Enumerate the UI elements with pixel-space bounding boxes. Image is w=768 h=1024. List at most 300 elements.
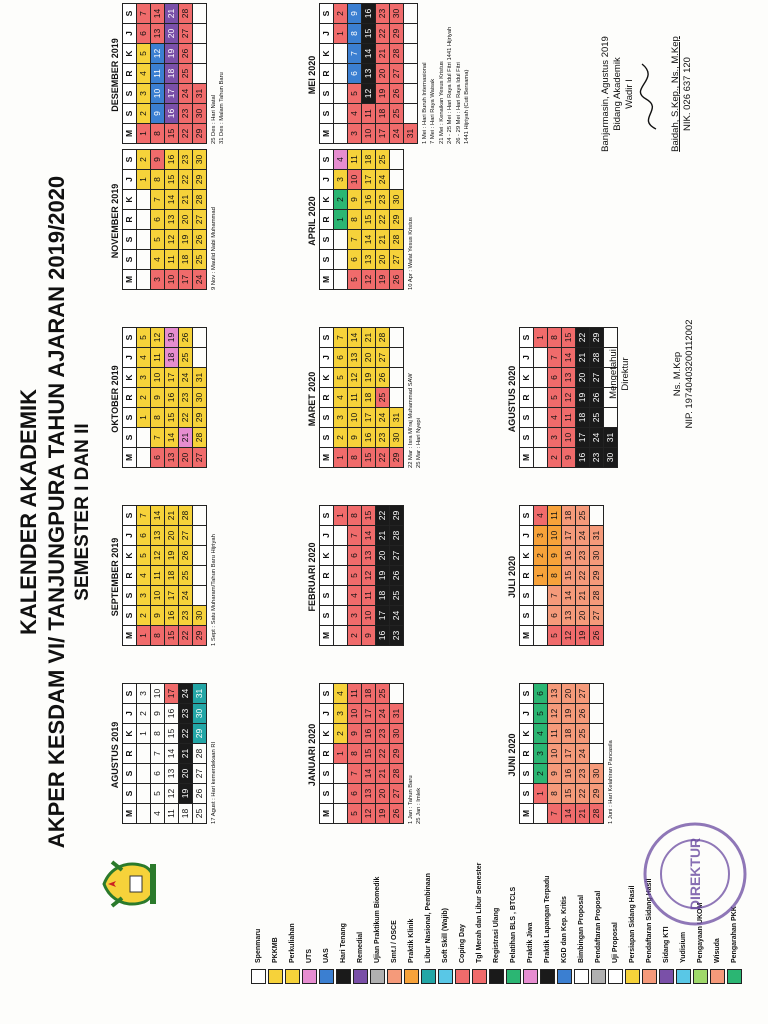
day-cell: 8	[151, 124, 165, 144]
day-cell: 15	[562, 784, 576, 804]
day-cell	[334, 586, 348, 606]
day-cell: 17	[376, 606, 390, 626]
weekday-header: S	[320, 764, 334, 784]
day-cell: 3	[534, 744, 548, 764]
day-cell: 26	[390, 270, 404, 290]
month-name: APRIL 2020	[307, 196, 317, 246]
day-cell: 14	[165, 744, 179, 764]
weekday-header: J	[320, 348, 334, 368]
day-cell: 2	[137, 104, 151, 124]
day-cell: 2	[548, 448, 562, 468]
month-8	[305, 152, 415, 290]
month-12	[505, 330, 618, 468]
day-cell	[334, 230, 348, 250]
weekday-header: J	[123, 526, 137, 546]
day-cell: 27	[390, 546, 404, 566]
day-cell: 20	[576, 606, 590, 626]
day-cell: 3	[334, 704, 348, 724]
weekday-header: R	[520, 744, 534, 764]
day-cell: 4	[334, 684, 348, 704]
month-6	[305, 508, 404, 646]
day-cell	[390, 684, 404, 704]
weekday-header: S	[123, 150, 137, 170]
day-cell: 17	[165, 84, 179, 104]
holiday-note: 9 Nov : Maulid Nabi Muhammad	[211, 207, 217, 290]
day-cell: 20	[562, 684, 576, 704]
day-cell: 4	[151, 250, 165, 270]
day-cell: 31	[390, 704, 404, 724]
legend-swatch	[404, 969, 419, 984]
day-cell: 24	[179, 586, 193, 606]
sign-right-line3: Wadir I	[624, 79, 635, 109]
day-cell: 12	[548, 704, 562, 724]
day-cell: 23	[376, 4, 390, 24]
legend-item	[318, 804, 335, 984]
month-notes	[407, 152, 415, 290]
legend-label: Uji Proposal	[612, 922, 619, 963]
day-cell: 5	[334, 368, 348, 388]
weekday-header: R	[123, 388, 137, 408]
weekday-header: K	[320, 546, 334, 566]
day-cell: 5	[151, 230, 165, 250]
month-name: MARET 2020	[307, 371, 317, 427]
day-cell: 29	[390, 210, 404, 230]
legend-swatch	[370, 969, 385, 984]
day-cell: 18	[562, 506, 576, 526]
day-cell	[334, 84, 348, 104]
day-cell: 31	[193, 368, 207, 388]
weekday-header: S	[123, 250, 137, 270]
weekday-header: S	[320, 328, 334, 348]
day-cell: 13	[151, 526, 165, 546]
day-cell: 24	[376, 170, 390, 190]
month-name: JUNI 2020	[507, 733, 517, 777]
day-cell: 5	[548, 388, 562, 408]
day-cell	[334, 44, 348, 64]
day-cell: 5	[348, 566, 362, 586]
legend-swatch	[710, 969, 725, 984]
day-cell: 18	[576, 408, 590, 428]
legend-item	[488, 804, 505, 984]
legend-item	[624, 804, 641, 984]
day-cell: 16	[562, 764, 576, 784]
day-cell: 25	[376, 150, 390, 170]
legend-swatch	[489, 969, 504, 984]
day-cell	[590, 506, 604, 526]
day-cell: 7	[548, 804, 562, 824]
weekday-header: J	[320, 526, 334, 546]
day-cell: 20	[179, 210, 193, 230]
weekday-header: K	[123, 190, 137, 210]
day-cell: 10	[151, 84, 165, 104]
holiday-note: 25 Des : Hari Natal	[211, 95, 217, 144]
document-subtitle: AKPER KESDAM VI/ TANJUNGPURA TAHUN AJARAN 2019/2020	[44, 175, 69, 849]
day-cell: 15	[165, 408, 179, 428]
day-cell: 6	[348, 784, 362, 804]
day-cell	[193, 526, 207, 546]
day-cell: 5	[348, 804, 362, 824]
day-cell: 1	[137, 124, 151, 144]
day-cell: 25	[179, 348, 193, 368]
day-cell: 16	[562, 546, 576, 566]
month-1	[108, 508, 218, 646]
day-cell: 23	[390, 626, 404, 646]
sign-left-line1: Mengetahui	[608, 349, 619, 399]
day-cell: 4	[548, 408, 562, 428]
day-cell: 12	[165, 784, 179, 804]
weekday-header: S	[520, 684, 534, 704]
day-cell: 26	[179, 44, 193, 64]
day-cell: 23	[179, 150, 193, 170]
legend-swatch	[285, 969, 300, 984]
legend-label: Praktik Jiwa	[527, 922, 534, 963]
day-cell: 29	[390, 506, 404, 526]
day-cell: 17	[362, 170, 376, 190]
legend-swatch	[727, 969, 742, 984]
day-cell: 19	[165, 44, 179, 64]
day-cell: 26	[590, 388, 604, 408]
day-cell: 30	[193, 704, 207, 724]
legend-swatch	[523, 969, 538, 984]
legend-swatch	[557, 969, 572, 984]
day-cell: 13	[151, 24, 165, 44]
day-cell: 30	[390, 4, 404, 24]
weekday-header: S	[123, 230, 137, 250]
day-cell: 26	[179, 328, 193, 348]
weekday-header: S	[320, 250, 334, 270]
day-cell: 28	[590, 348, 604, 368]
day-cell: 25	[390, 586, 404, 606]
legend-item	[590, 804, 607, 984]
day-cell: 8	[151, 724, 165, 744]
month-2	[108, 330, 207, 468]
day-cell: 28	[193, 744, 207, 764]
day-cell: 16	[362, 4, 376, 24]
day-cell: 14	[562, 804, 576, 824]
weekday-header: M	[320, 124, 334, 144]
day-cell: 5	[151, 784, 165, 804]
day-cell: 23	[179, 606, 193, 626]
day-cell: 23	[376, 428, 390, 448]
legend-label: Coping Day	[459, 924, 466, 963]
day-cell: 26	[179, 546, 193, 566]
day-cell: 14	[151, 4, 165, 24]
holiday-note: 25 Jan : Imlek	[416, 787, 423, 824]
day-cell: 10	[348, 170, 362, 190]
day-cell: 1	[334, 448, 348, 468]
day-cell	[404, 4, 418, 24]
day-cell: 16	[165, 104, 179, 124]
weekday-header: S	[520, 506, 534, 526]
day-cell: 29	[390, 744, 404, 764]
day-cell: 8	[548, 328, 562, 348]
legend-swatch	[438, 969, 453, 984]
sign-left-line2: Direktur	[620, 357, 631, 391]
weekday-header: K	[123, 546, 137, 566]
month-name: AGUSTUS 2020	[507, 365, 517, 433]
day-cell: 4	[334, 150, 348, 170]
day-cell: 7	[151, 428, 165, 448]
day-cell: 6	[334, 348, 348, 368]
month-name: AGUSTUS 2019	[110, 721, 120, 789]
day-cell: 8	[348, 506, 362, 526]
day-cell: 5	[348, 270, 362, 290]
day-cell: 14	[362, 526, 376, 546]
day-cell	[404, 104, 418, 124]
day-cell: 8	[348, 210, 362, 230]
day-cell: 21	[165, 506, 179, 526]
weekday-header: K	[320, 368, 334, 388]
weekday-header: M	[123, 270, 137, 290]
day-cell: 19	[376, 84, 390, 104]
day-cell: 14	[562, 348, 576, 368]
legend-label: Pengarahan PKK	[731, 906, 738, 963]
weekday-header: S	[123, 328, 137, 348]
day-cell	[590, 704, 604, 724]
sign-left-id: NIP. 19740403200112002	[684, 319, 695, 429]
day-cell: 21	[179, 428, 193, 448]
day-cell: 13	[362, 784, 376, 804]
legend-swatch	[625, 969, 640, 984]
day-cell: 11	[151, 566, 165, 586]
month-table	[519, 327, 618, 468]
legend-item	[505, 804, 522, 984]
day-cell: 17	[165, 368, 179, 388]
day-cell: 18	[362, 150, 376, 170]
day-cell	[193, 64, 207, 84]
day-cell: 22	[576, 784, 590, 804]
day-cell: 10	[548, 526, 562, 546]
day-cell: 12	[165, 230, 179, 250]
day-cell: 2	[137, 704, 151, 724]
day-cell: 14	[151, 506, 165, 526]
month-notes	[210, 508, 218, 646]
month-table	[122, 683, 207, 824]
day-cell: 7	[348, 526, 362, 546]
month-table	[319, 149, 404, 290]
day-cell: 18	[165, 348, 179, 368]
day-cell: 3	[137, 84, 151, 104]
legend-item	[301, 804, 318, 984]
day-cell: 13	[165, 210, 179, 230]
day-cell	[334, 764, 348, 784]
day-cell: 20	[362, 348, 376, 368]
legend-swatch	[421, 969, 436, 984]
day-cell	[137, 784, 151, 804]
day-cell: 4	[534, 506, 548, 526]
day-cell: 3	[348, 606, 362, 626]
month-table	[122, 149, 207, 290]
day-cell: 18	[179, 804, 193, 824]
day-cell: 23	[590, 448, 604, 468]
day-cell: 1	[334, 506, 348, 526]
weekday-header: S	[520, 586, 534, 606]
day-cell: 7	[548, 348, 562, 368]
legend-item	[522, 804, 539, 984]
day-cell: 6	[137, 526, 151, 546]
day-cell: 26	[193, 230, 207, 250]
day-cell: 16	[165, 150, 179, 170]
day-cell: 20	[165, 24, 179, 44]
legend-item	[454, 804, 471, 984]
legend-label: Bimbingan Proposal	[578, 894, 585, 963]
day-cell: 15	[562, 328, 576, 348]
sign-right-id: NIK. 026 637 120	[682, 57, 693, 131]
day-cell: 10	[362, 124, 376, 144]
weekday-header: S	[123, 784, 137, 804]
day-cell	[590, 684, 604, 704]
weekday-header: M	[123, 124, 137, 144]
day-cell: 15	[165, 170, 179, 190]
weekday-header: R	[320, 744, 334, 764]
legend-label: UAS	[323, 948, 330, 963]
legend-label: KGD dan Kep. Kritis	[561, 896, 568, 963]
day-cell: 11	[165, 250, 179, 270]
day-cell: 2	[334, 190, 348, 210]
day-cell: 28	[390, 44, 404, 64]
day-cell: 30	[193, 388, 207, 408]
day-cell: 27	[576, 684, 590, 704]
day-cell: 30	[590, 764, 604, 784]
day-cell	[534, 448, 548, 468]
holiday-note: 1441 Hijriyah (Cuti Bersama)	[464, 69, 471, 144]
day-cell: 23	[576, 546, 590, 566]
day-cell: 2	[137, 388, 151, 408]
day-cell	[137, 764, 151, 784]
month-0	[108, 686, 218, 824]
day-cell: 6	[348, 546, 362, 566]
day-cell: 24	[390, 124, 404, 144]
day-cell: 30	[193, 104, 207, 124]
legend-swatch	[455, 969, 470, 984]
legend-label: Praktik Klinik	[408, 918, 415, 963]
day-cell: 7	[348, 44, 362, 64]
weekday-header: M	[520, 626, 534, 646]
legend-swatch	[659, 969, 674, 984]
day-cell: 15	[362, 506, 376, 526]
weekday-header: S	[320, 506, 334, 526]
day-cell: 12	[362, 270, 376, 290]
day-cell: 3	[137, 684, 151, 704]
day-cell: 5	[548, 626, 562, 646]
day-cell: 11	[362, 104, 376, 124]
weekday-header: M	[320, 804, 334, 824]
day-cell: 20	[165, 526, 179, 546]
day-cell: 8	[348, 24, 362, 44]
weekday-header: S	[320, 408, 334, 428]
legend-item	[250, 804, 267, 984]
day-cell: 21	[165, 4, 179, 24]
month-notes	[210, 152, 218, 290]
day-cell	[137, 250, 151, 270]
day-cell: 19	[376, 270, 390, 290]
weekday-header: S	[320, 230, 334, 250]
day-cell: 27	[193, 210, 207, 230]
day-cell	[534, 388, 548, 408]
weekday-header: S	[520, 328, 534, 348]
day-cell: 7	[548, 586, 562, 606]
day-cell: 18	[362, 684, 376, 704]
day-cell: 26	[390, 84, 404, 104]
day-cell: 15	[362, 744, 376, 764]
day-cell	[334, 546, 348, 566]
month-name: MEI 2020	[307, 55, 317, 95]
day-cell: 10	[348, 408, 362, 428]
legend-item	[556, 804, 573, 984]
day-cell: 29	[590, 566, 604, 586]
day-cell: 1	[534, 784, 548, 804]
day-cell: 27	[193, 448, 207, 468]
weekday-header: K	[123, 44, 137, 64]
day-cell	[137, 190, 151, 210]
weekday-header: M	[320, 626, 334, 646]
day-cell: 2	[534, 764, 548, 784]
day-cell: 8	[151, 408, 165, 428]
day-cell: 24	[179, 684, 193, 704]
day-cell: 19	[179, 784, 193, 804]
day-cell	[590, 724, 604, 744]
legend-label: Pendaftaran Proposal	[595, 890, 602, 963]
day-cell	[334, 270, 348, 290]
weekday-header: S	[320, 150, 334, 170]
day-cell: 7	[334, 328, 348, 348]
day-cell	[334, 64, 348, 84]
month-4	[108, 6, 227, 144]
day-cell: 12	[348, 368, 362, 388]
day-cell: 25	[179, 64, 193, 84]
weekday-header: M	[320, 270, 334, 290]
day-cell: 2	[334, 4, 348, 24]
weekday-header: J	[520, 348, 534, 368]
weekday-header: S	[123, 764, 137, 784]
weekday-header: K	[320, 190, 334, 210]
weekday-header: J	[123, 24, 137, 44]
legend-label: Sidang KTI	[663, 926, 670, 963]
day-cell: 18	[376, 104, 390, 124]
day-cell: 14	[348, 328, 362, 348]
month-11	[505, 508, 604, 646]
legend-item	[403, 804, 420, 984]
sign-left-name: Ns. M.Kep	[672, 351, 683, 397]
day-cell: 9	[151, 388, 165, 408]
legend-label: UTS	[306, 949, 313, 963]
month-name: JULI 2020	[507, 555, 517, 599]
weekday-header: K	[320, 724, 334, 744]
day-cell: 23	[179, 704, 193, 724]
day-cell: 10	[562, 428, 576, 448]
day-cell: 8	[151, 626, 165, 646]
day-cell	[137, 230, 151, 250]
day-cell	[390, 368, 404, 388]
sign-right-line2: Bidang Akademik	[612, 57, 623, 131]
day-cell: 1	[137, 724, 151, 744]
day-cell: 21	[376, 764, 390, 784]
day-cell	[193, 4, 207, 24]
day-cell: 28	[590, 804, 604, 824]
day-cell: 22	[179, 626, 193, 646]
day-cell	[137, 210, 151, 230]
legend-label: Spenmaru	[255, 928, 262, 963]
day-cell: 21	[576, 586, 590, 606]
weekday-header: J	[520, 704, 534, 724]
weekday-header: S	[123, 684, 137, 704]
weekday-header: S	[320, 4, 334, 24]
day-cell: 4	[348, 104, 362, 124]
weekday-header: K	[520, 368, 534, 388]
day-cell	[193, 348, 207, 368]
day-cell: 22	[376, 24, 390, 44]
legend-swatch	[642, 969, 657, 984]
